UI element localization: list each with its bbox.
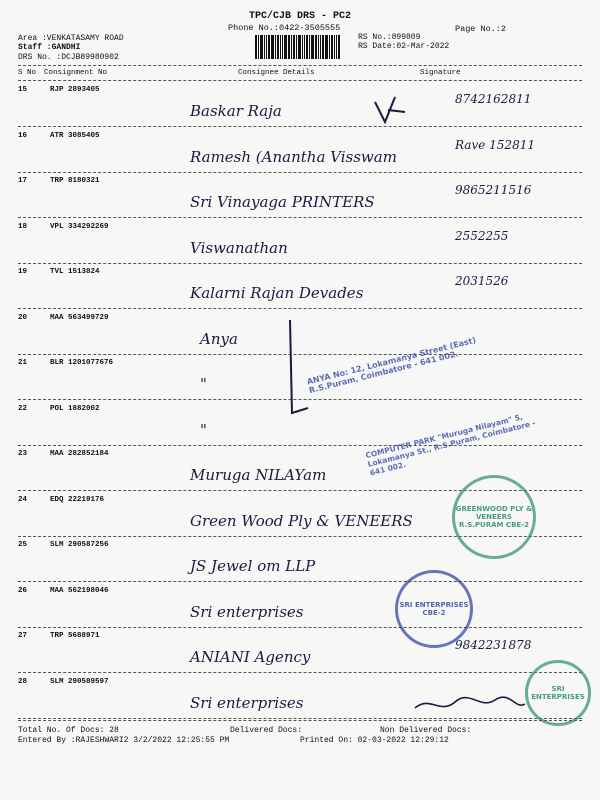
row-signature: 8742162811 <box>455 92 532 106</box>
barcode-bar <box>318 35 319 59</box>
row-consignee: JS Jewel om LLP <box>190 557 316 575</box>
row-consignment-no: TRP 8180321 <box>50 177 100 185</box>
rs-number: RS No.:899809 <box>358 33 421 42</box>
row-consignee: Viswanathan <box>190 239 288 257</box>
row-consignment-no: POL 1882002 <box>50 405 100 413</box>
row-sno: 22 <box>18 405 28 413</box>
row-consignment-no: MAA 562198046 <box>50 587 109 595</box>
barcode-bar <box>331 35 333 59</box>
total-docs: Total No. Of Docs: 28 <box>18 726 119 735</box>
row-divider <box>18 217 582 218</box>
rs-date: RS Date:02-Mar-2022 <box>358 42 450 51</box>
barcode-bar <box>255 35 257 59</box>
barcode-bar <box>334 35 335 59</box>
document-title: TPC/CJB DRS - PC2 <box>248 11 352 22</box>
row-consignment-no: MAA 282852184 <box>50 450 109 458</box>
row-divider <box>18 718 582 719</box>
col-consignee: Consignee Details <box>238 69 315 77</box>
row-consignment-no: EDQ 22219176 <box>50 496 105 504</box>
signature-scribble <box>370 92 410 132</box>
barcode-bar <box>293 35 295 59</box>
sri-enterprises-stamp: SRI ENTERPRISES CBE-2 <box>395 570 473 648</box>
non-delivered-docs: Non Delivered Docs: <box>380 726 472 735</box>
row-consignment-no: BLR 1201077676 <box>50 359 114 367</box>
barcode-bar <box>266 35 267 59</box>
barcode-bar <box>338 35 340 59</box>
row-consignee: " <box>200 421 207 439</box>
row-consignee: Anya <box>200 330 238 348</box>
row-sno: 17 <box>18 177 28 185</box>
barcode-bar <box>329 35 330 59</box>
row-divider <box>18 672 582 673</box>
row-consignee: Kalarni Rajan Devades <box>190 284 364 302</box>
row-consignment-no: TVL 1513824 <box>50 268 100 276</box>
row-sno: 16 <box>18 132 28 140</box>
row-consignment-no: ATR 3085405 <box>50 132 100 140</box>
row-divider <box>18 126 582 127</box>
barcode-bar <box>284 35 287 59</box>
barcode-bar <box>288 35 290 59</box>
row-consignee: Baskar Raja <box>190 102 282 120</box>
barcode-bar <box>315 35 317 59</box>
row-consignee: Sri enterprises <box>190 694 304 712</box>
entered-by: Entered By :RAJESHWARI2 3/2/2022 12:25:55 PM <box>18 736 230 745</box>
barcode-bar <box>302 35 303 59</box>
row-sno: 18 <box>18 223 28 231</box>
barcode-bar <box>291 35 292 59</box>
barcode-bar <box>325 35 328 59</box>
ditto-bracket <box>280 318 310 418</box>
anya-stamp: ANYA No: 12, Lokamanya Street (East) R.S.Puram, Coimbatore - 641 002. <box>305 335 477 396</box>
row-consignment-no: TRP 5688971 <box>50 632 100 640</box>
row-sno: 26 <box>18 587 28 595</box>
barcode-bar <box>277 35 279 59</box>
row-sno: 19 <box>18 268 28 276</box>
greenwood-stamp: GREENWOOD PLY & VENEERS R.S.PURAM CBE-2 <box>452 475 536 559</box>
computer-park-stamp: COMPUTER PARK "Muruga Nilayam" 5, Lokamanya St., R.S.Puram, Coimbatore - 641 002. <box>364 412 537 478</box>
row-consignment-no: SLM 290589597 <box>50 678 109 686</box>
footer-rule <box>18 720 582 721</box>
barcode <box>255 35 350 59</box>
sri-enterprises-stamp-2: SRI ENTERPRISES <box>525 660 591 726</box>
barcode-bar <box>282 35 283 59</box>
delivered-docs: Delivered Docs: <box>230 726 303 735</box>
row-sno: 20 <box>18 314 28 322</box>
barcode-bar <box>258 35 259 59</box>
col-sno: S No <box>18 69 37 77</box>
row-consignee: Green Wood Ply & VENEERS <box>190 512 413 530</box>
page-number: Page No.:2 <box>455 24 507 34</box>
barcode-bar <box>304 35 305 59</box>
header-rule <box>18 65 582 66</box>
barcode-bar <box>320 35 321 59</box>
row-sno: 21 <box>18 359 28 367</box>
row-sno: 15 <box>18 86 28 94</box>
row-consignee: Sri Vinayaga PRINTERS <box>190 193 375 211</box>
row-consignment-no: VPL 334292269 <box>50 223 109 231</box>
barcode-bar <box>298 35 301 59</box>
row-signature: 9865211516 <box>455 183 532 197</box>
staff-label: Staff :GANDHI <box>18 43 81 52</box>
row-signature: 9842231878 <box>455 638 532 652</box>
row-sno: 23 <box>18 450 28 458</box>
row-consignment-no: MAA 563499729 <box>50 314 109 322</box>
barcode-bar <box>268 35 270 59</box>
row-sno: 27 <box>18 632 28 640</box>
row-divider <box>18 308 582 309</box>
row-sno: 25 <box>18 541 28 549</box>
col-signature: Signature <box>420 69 461 77</box>
barcode-bar <box>260 35 263 59</box>
barcode-bar <box>309 35 310 59</box>
row-signature: 2552255 <box>455 229 509 243</box>
row-consignee: Sri enterprises <box>190 603 304 621</box>
row-consignment-no: RJP 2893405 <box>50 86 100 94</box>
barcode-bar <box>311 35 314 59</box>
row-divider <box>18 263 582 264</box>
column-rule <box>18 80 582 81</box>
row-consignee: " <box>200 375 207 393</box>
row-consignee: ANIANI Agency <box>190 648 311 666</box>
row-signature: 2031526 <box>455 274 509 288</box>
row-signature: Rave 152811 <box>455 138 535 152</box>
row-divider <box>18 172 582 173</box>
barcode-bar <box>275 35 276 59</box>
barcode-bar <box>271 35 274 59</box>
row-sno: 28 <box>18 678 28 686</box>
barcode-bar <box>280 35 281 59</box>
drs-number: DRS No. :DCJB89980902 <box>18 53 119 62</box>
area-label: Area :VENKATASAMY ROAD <box>18 34 124 43</box>
printed-on: Printed On: 02-03-2022 12:29:12 <box>300 736 449 745</box>
row-divider <box>18 627 582 628</box>
barcode-bar <box>264 35 265 59</box>
barcode-bar <box>336 35 337 59</box>
row-consignee: Ramesh (Anantha Visswam <box>190 148 397 166</box>
phone-number: Phone No.:0422-3505555 <box>228 23 341 33</box>
row-sno: 24 <box>18 496 28 504</box>
barcode-bar <box>306 35 308 59</box>
row-divider <box>18 581 582 582</box>
barcode-bar <box>296 35 297 59</box>
row-consignment-no: SLM 290587256 <box>50 541 109 549</box>
signature-scribble-28 <box>410 690 530 718</box>
col-consignment: Consignment No <box>44 69 108 77</box>
row-consignee: Muruga NILAYam <box>190 466 327 484</box>
barcode-bar <box>322 35 324 59</box>
